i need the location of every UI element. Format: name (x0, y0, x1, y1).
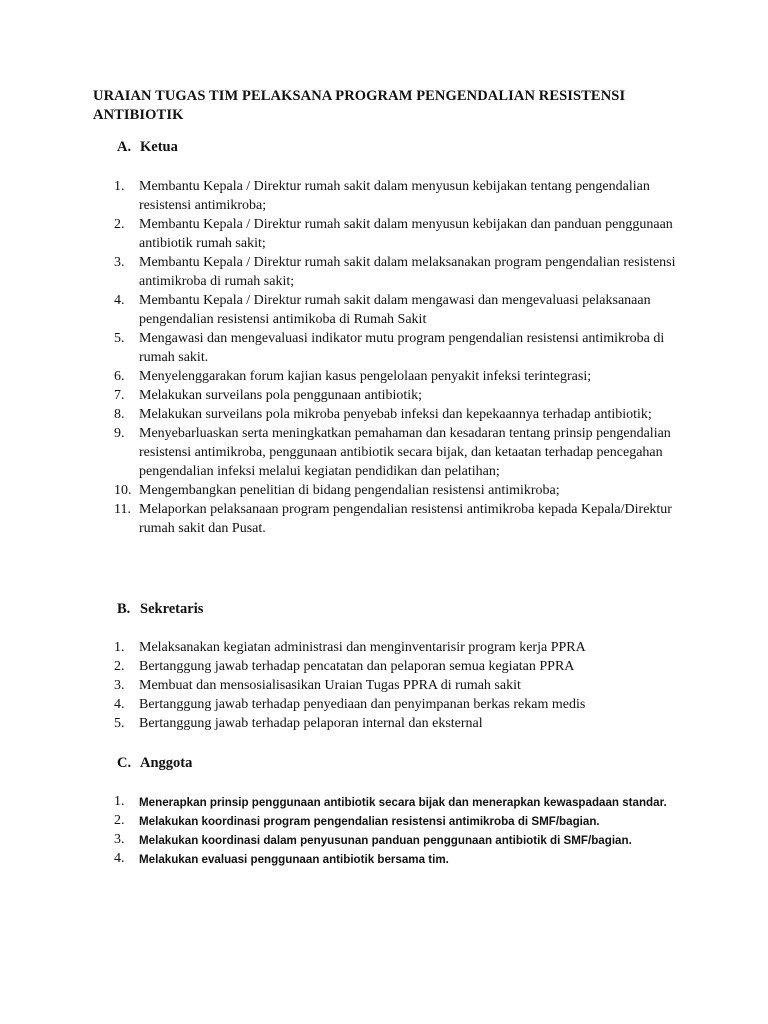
item-text: Menyebarluaskan serta meningkatkan pemahaman dan kesadaran tentang prinsip pengendalian resistensi antimikroba, penggunaan antibiotik secara bijak, dan ketaatan terhadap pencegahan pengendalian infeksi melalui kegiatan pendidikan dan pelatihan; (139, 426, 671, 479)
item-text: Melaporkan pelaksanaan program pengendalian resistensi antimikroba kepada Kepala/Direktur rumah sakit dan Pusat. (139, 502, 672, 536)
anggota-duties-list (0, 793, 768, 869)
item-text: Bertanggung jawab terhadap pelaporan internal dan eksternal (139, 716, 483, 731)
sekretaris-duties-list (0, 638, 768, 733)
item-text: Menyelenggarakan forum kajian kasus pengelolaan penyakit infeksi terintegrasi; (139, 369, 592, 384)
list-item (0, 386, 768, 405)
item-text: Menerapkan prinsip penggunaan antibiotik secara bijak dan menerapkan kewaspadaan standar. (139, 796, 667, 809)
section-title: Ketua (140, 139, 178, 155)
item-number: 2. (114, 217, 125, 232)
item-text: Melakukan surveilans pola mikroba penyebab infeksi dan kepekaannya terhadap antibiotik; (139, 407, 652, 422)
document-title: URAIAN TUGAS TIM PELAKSANA PROGRAM PENGENDALIAN RESISTENSI ANTIBIOTIK (93, 88, 626, 123)
list-item (0, 424, 768, 481)
list-item (0, 831, 768, 850)
item-number: 1. (114, 179, 125, 194)
list-item (0, 812, 768, 831)
ketua-duties-list (0, 177, 768, 538)
item-text: Mengembangkan penelitian di bidang pengendalian resistensi antimikroba; (139, 483, 560, 498)
list-item (0, 367, 768, 386)
section-letter: A. (117, 139, 132, 155)
section-heading-sekretaris (117, 600, 203, 619)
section-title: Anggota (140, 755, 193, 771)
item-number: 10. (114, 483, 132, 498)
item-number: 9. (114, 426, 125, 441)
item-text: Membantu Kepala / Direktur rumah sakit dalam menyusun kebijakan dan panduan penggunaan antibiotik rumah sakit; (139, 217, 673, 251)
section-title: Sekretaris (140, 601, 204, 617)
list-item (0, 714, 768, 733)
item-number: 11. (114, 502, 131, 517)
item-number: 5. (114, 331, 125, 346)
item-number: 3. (114, 678, 125, 693)
section-heading-anggota (117, 754, 192, 773)
item-text: Melakukan surveilans pola penggunaan antibiotik; (139, 388, 423, 403)
list-item (0, 291, 768, 329)
item-number: 4. (114, 293, 125, 308)
item-text: Membantu Kepala / Direktur rumah sakit dalam mengawasi dan mengevaluasi pelaksanaan pengendalian resistensi antimikoba di Rumah Sakit (139, 293, 651, 327)
item-number: 4. (114, 697, 125, 712)
item-number: 1. (114, 794, 125, 809)
item-text: Melakukan koordinasi dalam penyusunan panduan penggunaan antibiotik di SMF/bagian. (139, 834, 632, 847)
item-text: Bertanggung jawab terhadap pencatatan dan pelaporan semua kegiatan PPRA (139, 659, 575, 674)
item-number: 6. (114, 369, 125, 384)
item-text: Melaksanakan kegiatan administrasi dan menginventarisir program kerja PPRA (139, 640, 586, 655)
item-number: 5. (114, 716, 125, 731)
item-text: Bertanggung jawab terhadap penyediaan dan penyimpanan berkas rekam medis (139, 697, 586, 712)
item-number: 7. (114, 388, 125, 403)
item-number: 2. (114, 659, 125, 674)
list-item (0, 177, 768, 215)
item-text: Membantu Kepala / Direktur rumah sakit dalam melaksanakan program pengendalian resistensi antimikroba di rumah sakit; (139, 255, 676, 289)
item-number: 8. (114, 407, 125, 422)
list-item (0, 638, 768, 657)
list-item (0, 500, 768, 538)
item-text: Mengawasi dan mengevaluasi indikator mutu program pengendalian resistensi antimikroba di rumah sakit. (139, 331, 665, 365)
section-letter: C. (117, 755, 132, 771)
item-number: 1. (114, 640, 125, 655)
section-heading-ketua (117, 138, 178, 157)
item-number: 3. (114, 255, 125, 270)
section-letter: B. (117, 601, 131, 617)
item-text: Melakukan evaluasi penggunaan antibiotik bersama tim. (139, 853, 449, 866)
item-text: Membantu Kepala / Direktur rumah sakit dalam menyusun kebijakan tentang pengendalian resistensi antimikroba; (139, 179, 650, 213)
list-item (0, 657, 768, 676)
list-item (0, 850, 768, 869)
item-number: 2. (114, 813, 125, 828)
list-item (0, 405, 768, 424)
item-number: 4. (114, 851, 125, 866)
list-item (0, 215, 768, 253)
list-item (0, 329, 768, 367)
list-item (0, 253, 768, 291)
item-number: 3. (114, 832, 125, 847)
list-item (0, 793, 768, 812)
list-item (0, 481, 768, 500)
list-item (0, 695, 768, 714)
item-text: Membuat dan mensosialisasikan Uraian Tugas PPRA di rumah sakit (139, 678, 521, 693)
item-text: Melakukan koordinasi program pengendalian resistensi antimikroba di SMF/bagian. (139, 815, 600, 828)
list-item (0, 676, 768, 695)
